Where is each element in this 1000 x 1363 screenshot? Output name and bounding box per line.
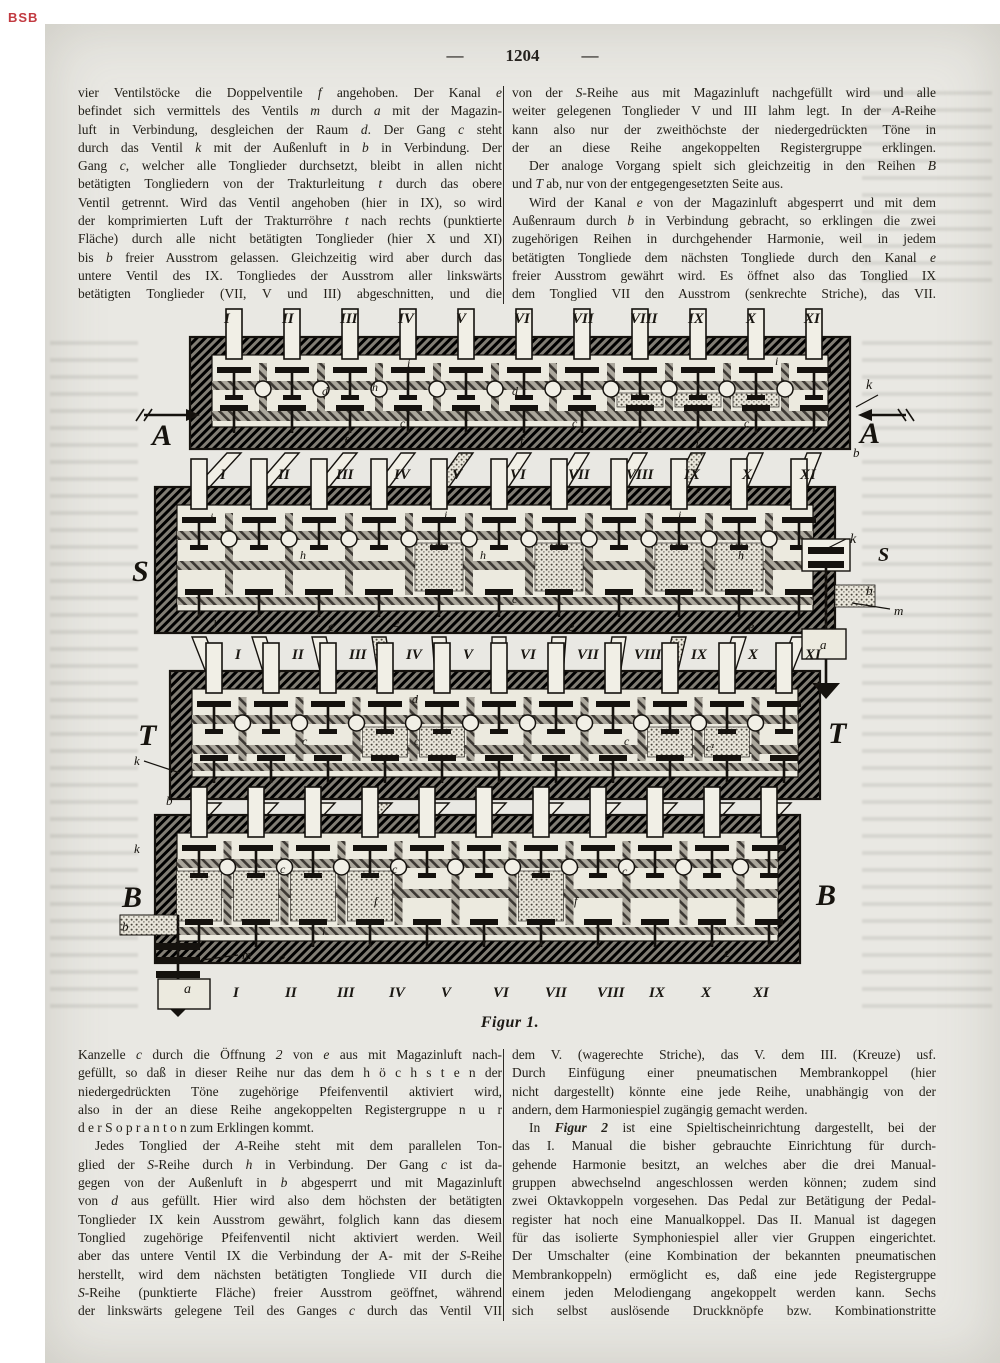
svg-text:i: i <box>210 510 214 524</box>
svg-text:VI: VI <box>514 311 530 327</box>
text-line: herstellt, wird dem nächsten betätigten Tongliede VII durch die <box>78 1266 502 1282</box>
text-line: kann also nur der zweithöchste der niedergedrückten Töne in <box>512 121 936 137</box>
svg-text:c: c <box>414 734 420 748</box>
svg-text:b: b <box>122 919 129 934</box>
text-line: aber das untere Ventil IX die Verbindung der A- mit der S-Reihe <box>78 1248 502 1264</box>
svg-text:i: i <box>678 508 682 522</box>
page-number-value: 1204 <box>505 46 540 65</box>
svg-text:II: II <box>292 647 304 663</box>
svg-text:VI: VI <box>510 467 526 483</box>
svg-text:II: II <box>278 467 290 483</box>
figure-caption: Figur 1. <box>480 1014 540 1031</box>
svg-text:d: d <box>322 384 328 398</box>
svg-text:XI: XI <box>753 985 769 1001</box>
svg-text:h: h <box>372 380 378 394</box>
svg-text:i: i <box>322 924 326 938</box>
text-line: von der S-Reihe aus mit Magazinluft nachgefüllt wird und alle <box>512 85 936 100</box>
text-line: dem Tonglied VII den Ausstrom (senkrechte Striche), das VII. <box>512 286 936 302</box>
svg-text:III: III <box>349 647 367 663</box>
svg-text:f: f <box>574 894 578 908</box>
svg-text:c: c <box>400 416 406 430</box>
svg-text:c: c <box>512 592 518 606</box>
svg-text:k: k <box>850 532 857 547</box>
figure-1-engraving <box>60 303 940 1017</box>
svg-text:A: A <box>152 419 173 452</box>
svg-text:VIII: VIII <box>634 647 662 663</box>
text-line: sich selbst auslösende Druckknöpfe bzw. Kombinationstritte <box>512 1303 936 1319</box>
text-line: betätigten Tongliede dem nächsten Tongliede durch den Kanal e <box>512 249 936 265</box>
text-line: S-Reihe (punktierte Fläche) freier Ausstrom geöffnet, während <box>78 1284 502 1300</box>
svg-text:I: I <box>233 985 239 1001</box>
svg-text:A: A <box>860 417 881 450</box>
svg-text:VII: VII <box>568 467 590 483</box>
text-line: Tonglieder IX kein Ausstrom gewährt, folglich kann das diesem <box>78 1211 502 1227</box>
svg-text:III: III <box>336 467 354 483</box>
text-column-bottom-right <box>512 1046 936 1320</box>
text-line: Der Umschalter (eine Kombination der bekannten pneumatischen <box>512 1248 936 1264</box>
text-line: gruppen abwechselnd angeschlossen werden können; zudem sind <box>512 1175 936 1191</box>
svg-text:VII: VII <box>545 985 567 1001</box>
svg-text:e: e <box>278 950 286 967</box>
text-line: betätigten Tonglieder (VII, V und III) abgeschnitten, und die <box>78 286 502 302</box>
text-line: Membrankoppeln) ermöglicht es, daß eine jede Registergruppe <box>512 1266 936 1282</box>
svg-text:i: i <box>775 354 779 368</box>
text-line: freier Ausstrom gewährt wird. Es öffnet also das Tonglied IX <box>512 267 936 283</box>
svg-text:III: III <box>340 311 358 327</box>
text-line: Gang c, welcher alle Tonglieder durchsetzt, bleibt in allen nicht <box>78 158 502 174</box>
svg-text:IX: IX <box>684 467 700 483</box>
text-line: Der analoge Vorgang spielt sich gleichzeitig in den Reihen B <box>529 158 936 174</box>
svg-text:i: i <box>718 924 722 938</box>
text-line: für das isolierte Symphoniespiel aller vier Gruppen eingerichtet. <box>512 1229 936 1245</box>
svg-text:e: e <box>724 946 731 961</box>
text-line: Wird der Kanal e von der Magazinluft abgesperrt und mit dem <box>529 194 936 210</box>
svg-text:V: V <box>452 467 463 483</box>
svg-text:V: V <box>441 985 452 1001</box>
svg-text:X: X <box>746 311 757 327</box>
text-column-top-left <box>78 84 502 304</box>
figure-1-svg <box>60 303 940 1017</box>
text-line: andern, dem Harmoniespiel zugängig gemacht werden. <box>512 1101 808 1117</box>
text-line: durch das Ventil k mit der Außenluft in b in Verbindung. Der <box>78 139 502 155</box>
text-line: weiter gelegenen Tonglieder V und III lahm legt. In der A-Reihe <box>512 103 936 119</box>
svg-text:VII: VII <box>577 647 599 663</box>
svg-text:I: I <box>224 311 230 327</box>
svg-text:IV: IV <box>394 467 410 483</box>
text-line: register hat noch eine Manualkoppel. Das II. Manual ist dagegen <box>512 1211 936 1227</box>
text-line: dem V. (wagerechte Striche), das V. dem III. (Kreuze) usf. <box>512 1047 936 1062</box>
svg-text:VI: VI <box>520 647 536 663</box>
column-divider-top <box>503 86 504 304</box>
svg-text:XI: XI <box>800 467 816 483</box>
svg-text:VI: VI <box>493 985 509 1001</box>
svg-text:1: 1 <box>212 618 218 630</box>
text-line: Ventil getrennt. Wird das Ventil angehoben (hier in IX), so wird <box>78 194 502 210</box>
svg-text:XI: XI <box>805 647 821 663</box>
text-line: Tonglied zugehörige Pfeifenventil nicht aktiviert werden. Weil <box>78 1229 502 1245</box>
svg-text:XI: XI <box>804 311 820 327</box>
library-watermark: BSB <box>8 10 39 25</box>
svg-text:b: b <box>853 445 860 460</box>
svg-text:f: f <box>344 434 348 448</box>
svg-text:m: m <box>242 947 252 962</box>
svg-text:II: II <box>282 311 294 327</box>
text-line: von d aus gefüllt. Hier wird also dem höchsten der betätigten <box>78 1193 502 1209</box>
svg-text:c: c <box>624 734 630 748</box>
svg-text:e: e <box>568 620 575 635</box>
svg-text:f: f <box>374 894 378 908</box>
text-line: zugehörigen Reihen in durchgehender Harmonie, weil in jedem <box>512 231 936 247</box>
svg-text:VII: VII <box>572 311 594 327</box>
text-line: einem jeden Melodiengang angekoppelt werden kann. Sechs <box>512 1284 936 1300</box>
text-line: niedergedrückten Töne zugehörige Pfeifenventil aktiviert wird, <box>78 1083 502 1099</box>
svg-text:2: 2 <box>394 618 400 630</box>
text-line: das I. Manual die bisher gebrauchte Einrichtung für durch- <box>512 1138 936 1154</box>
text-column-bottom-left <box>78 1046 502 1320</box>
svg-text:a: a <box>184 982 191 997</box>
text-line: gefüllt, so daß in dieser Reihe nur das dem h ö c h s t e n der <box>78 1065 502 1081</box>
svg-text:e: e <box>328 620 335 635</box>
svg-text:c: c <box>628 592 634 606</box>
svg-text:h: h <box>300 548 306 562</box>
text-line: und T ab, nur von der entgegengesetzten Seite aus. <box>512 176 784 192</box>
svg-text:I: I <box>235 647 241 663</box>
text-line: gegen von der Außenluft in b abgesperrt und mit Magazinluft <box>78 1175 502 1191</box>
page-number-dash-left: — <box>446 46 464 65</box>
svg-text:c: c <box>622 864 628 878</box>
svg-text:i: i <box>444 508 448 522</box>
svg-text:d: d <box>512 384 518 398</box>
svg-text:e: e <box>748 620 755 635</box>
svg-text:II: II <box>285 985 297 1001</box>
svg-text:IV: IV <box>389 985 405 1001</box>
text-line: Jedes Tonglied der A-Reihe steht mit dem parallelen Ton- <box>95 1138 502 1154</box>
page-number-dash-right: — <box>581 46 599 65</box>
svg-text:IX: IX <box>688 311 704 327</box>
text-line: Fläche) durch alle nicht betätigten Tonglieder (hier X und XI) <box>78 231 502 247</box>
text-line: also in der an diese Reihe angekoppelten Registergruppe n u r <box>78 1101 502 1117</box>
text-line: In Figur 2 ist eine Spieltischeinrichtung dargestellt, bei der <box>529 1120 936 1136</box>
column-divider-bottom <box>503 1049 504 1321</box>
text-column-top-right <box>512 84 936 304</box>
svg-text:VIII: VIII <box>626 467 654 483</box>
svg-text:c: c <box>744 416 750 430</box>
svg-text:b: b <box>866 583 873 598</box>
text-line: gehende Harmonie besitzt, an welches aber die drei Manual- <box>512 1156 936 1172</box>
svg-text:X: X <box>742 467 753 483</box>
svg-text:VIII: VIII <box>630 311 658 327</box>
svg-text:IX: IX <box>649 985 665 1001</box>
text-line: der an diese Reihe angekoppelten Registergruppe erklingen. <box>512 139 936 155</box>
text-line: befindet sich vermittels des Ventils m durch a mit der Magazin- <box>78 103 502 119</box>
svg-text:VIII: VIII <box>597 985 625 1001</box>
svg-text:f: f <box>696 434 700 448</box>
page-number <box>45 46 1000 66</box>
svg-text:a: a <box>820 637 827 652</box>
svg-text:X: X <box>748 647 759 663</box>
text-line: d e r S o p r a n t o n zum Erklingen kommt. <box>78 1120 314 1136</box>
svg-text:V: V <box>463 647 474 663</box>
svg-text:i: i <box>407 356 411 370</box>
svg-text:c: c <box>302 734 308 748</box>
text-line: untere Ventil des IX. Tongliedes der Ausstrom aller linkswärts <box>78 267 502 283</box>
svg-text:b: b <box>166 793 173 808</box>
svg-text:IX: IX <box>691 647 707 663</box>
svg-text:S: S <box>132 555 149 588</box>
svg-text:f: f <box>520 434 524 448</box>
svg-text:c: c <box>392 862 398 876</box>
svg-text:T: T <box>828 717 847 750</box>
svg-text:d: d <box>412 692 418 706</box>
text-line: bis b freier Ausstrom gelassen. Gleichzeitig wird aber durch das <box>78 249 502 265</box>
text-line: betätigten Tongliedern von der Trakturleitung t durch das obere <box>78 176 502 192</box>
text-line: der komprimierten Luft der Trakturröhre t nach rechts (punktierte <box>78 213 502 229</box>
text-line: Durch Einfügung einer pneumatischen Membrankoppel (hier <box>512 1065 936 1081</box>
svg-text:k: k <box>134 753 140 768</box>
svg-text:c: c <box>572 416 578 430</box>
svg-text:h: h <box>480 548 486 562</box>
text-line: zwei Oktavkoppeln vorgesehen. Das Pedal zur Betätigung der Pedal- <box>512 1193 936 1209</box>
text-line: luft in Verbindung, desgleichen der Raum d. Der Gang c steht <box>78 121 502 137</box>
svg-text:m: m <box>894 603 904 618</box>
svg-text:B: B <box>122 881 143 914</box>
svg-text:T: T <box>138 719 157 752</box>
svg-text:IV: IV <box>398 311 414 327</box>
svg-text:IV: IV <box>406 647 422 663</box>
svg-text:III: III <box>337 985 355 1001</box>
text-line: glied der S-Reihe durch h in Verbindung. Der Gang c ist da- <box>78 1156 503 1172</box>
svg-text:c¹: c¹ <box>706 742 715 754</box>
svg-text:I: I <box>220 467 226 483</box>
svg-text:k: k <box>866 378 873 393</box>
svg-text:B: B <box>816 879 837 912</box>
text-line: Außenraum durch b in Verbindung gebracht, so erklingen die zwei <box>512 213 936 229</box>
text-line: nicht dargestellt) könnte eine jede Reihe, unabhängig von der <box>512 1083 936 1099</box>
svg-text:h: h <box>738 548 744 562</box>
text-line: der linkswärts gelegene Teil des Ganges c durch das Ventil VII <box>78 1303 502 1319</box>
svg-text:X: X <box>701 985 712 1001</box>
text-line: Kanzelle c durch die Öffnung 2 von e aus mit Magazinluft nach- <box>78 1047 502 1062</box>
svg-text:V: V <box>456 311 467 327</box>
text-line: vier Ventilstöcke die Doppelventile f angehoben. Der Kanal e <box>78 85 502 100</box>
svg-text:c: c <box>280 862 286 876</box>
svg-text:S: S <box>878 544 890 566</box>
svg-text:k: k <box>134 841 140 856</box>
